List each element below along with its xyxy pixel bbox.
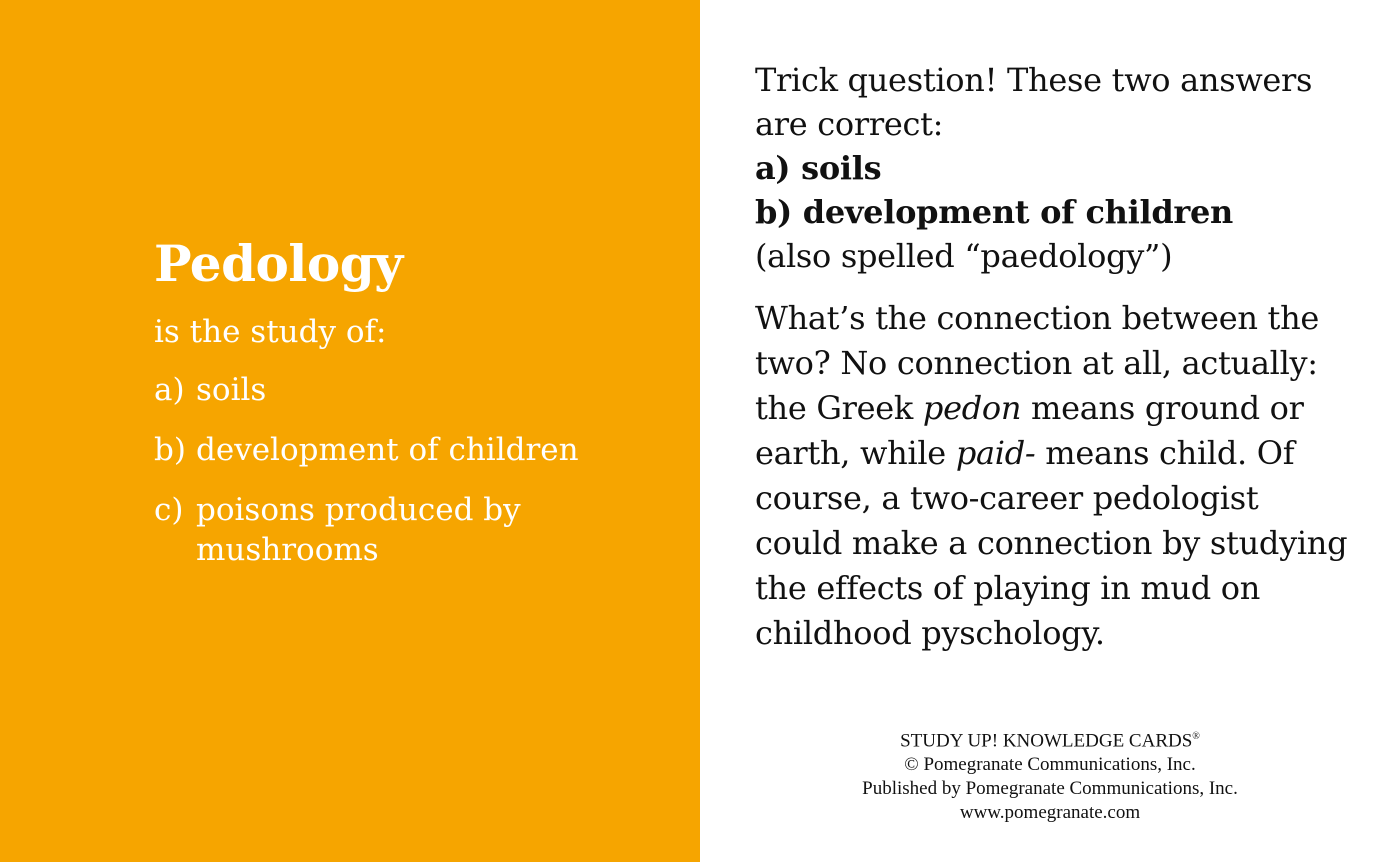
answer-intro: Trick question! These two answers are correct:	[755, 61, 1313, 143]
option-a	[154, 370, 674, 410]
correct-answer-a: a) soils	[755, 149, 882, 187]
spelling-note: (also spelled “paedology”)	[755, 237, 1173, 275]
brand-line	[700, 725, 1400, 753]
option-c	[154, 490, 674, 570]
explanation-part: means ground or earth, while	[755, 389, 1304, 472]
greek-word-pedon: pedon	[922, 389, 1022, 427]
website-link[interactable]: www.pomegranate.com	[959, 802, 1141, 824]
option-letter: c)	[154, 492, 184, 528]
option-b	[154, 430, 674, 470]
option-letter: a)	[154, 372, 185, 408]
option-text: development of children	[196, 432, 579, 468]
option-letter: b)	[154, 432, 186, 468]
correct-answer-b: b) development of children	[755, 193, 1233, 231]
term-heading: Pedology	[154, 234, 403, 293]
answer-side	[700, 0, 1400, 862]
greek-word-paid: paid-	[955, 434, 1036, 472]
option-text: soils	[196, 372, 267, 408]
option-text: poisons produced by mushrooms	[196, 492, 521, 568]
publisher-line: Published by Pomegranate Communications, Inc.	[862, 778, 1238, 800]
question-prompt: is the study of:	[154, 314, 387, 350]
explanation-text	[755, 296, 1355, 656]
question-block	[154, 232, 674, 590]
explanation-part: means child. Of course, a two-career pedologist could make a connection by studying the effects of playing in mud on childhood pyschology.	[755, 434, 1348, 652]
registered-mark: ®	[1192, 731, 1200, 742]
explanation-part: What’s the connection between the two? No connection at all, actually: the Greek	[755, 299, 1320, 427]
answer-block	[755, 58, 1355, 656]
publisher-footer	[700, 725, 1400, 825]
copyright-line: © Pomegranate Communications, Inc.	[904, 754, 1196, 776]
brand-name: STUDY UP! KNOWLEDGE CARDS	[900, 730, 1193, 752]
